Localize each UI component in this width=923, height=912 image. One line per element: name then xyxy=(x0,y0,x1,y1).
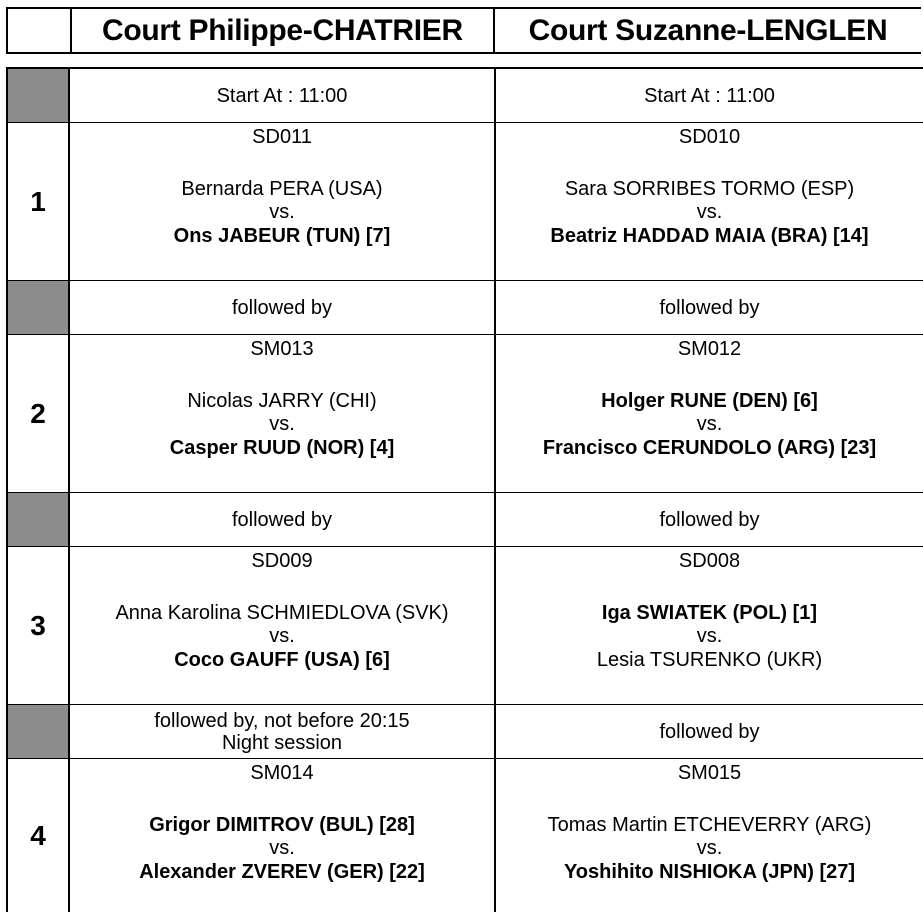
match-cell-lenglen xyxy=(496,123,923,280)
match-row-2 xyxy=(8,335,923,493)
header-corner xyxy=(8,9,72,52)
match-code: SD009 xyxy=(251,550,313,572)
player-two: Francisco CERUNDOLO (ARG) [23] xyxy=(542,437,877,459)
versus-label: vs. xyxy=(269,413,295,435)
player-one: Tomas Martin ETCHEVERRY (ARG) xyxy=(547,814,872,836)
followed-by-lenglen: followed by xyxy=(659,508,760,531)
versus-label: vs. xyxy=(696,837,723,859)
match-code: SD010 xyxy=(678,126,741,148)
order-of-play-grid xyxy=(6,67,923,912)
followed-by-row xyxy=(8,493,923,547)
player-one: Iga SWIATEK (POL) [1] xyxy=(601,602,818,624)
versus-label: vs. xyxy=(696,201,723,223)
versus-label: vs. xyxy=(696,413,723,435)
match-cell-chatrier xyxy=(70,335,496,492)
night-session-label: Night session xyxy=(221,731,343,754)
player-one: Bernarda PERA (USA) xyxy=(181,178,383,200)
versus-label: vs. xyxy=(269,625,295,647)
match-cell-lenglen xyxy=(496,547,923,704)
player-two: Yoshihito NISHIOKA (JPN) [27] xyxy=(563,861,856,883)
match-code: SD011 xyxy=(252,126,312,148)
match-code: SM012 xyxy=(677,338,742,360)
player-two: Alexander ZVEREV (GER) [22] xyxy=(139,861,425,883)
followed-by-chatrier: followed by xyxy=(70,493,496,546)
followed-by-night-row xyxy=(8,705,923,759)
player-one: Holger RUNE (DEN) [6] xyxy=(601,390,818,412)
match-cell-chatrier xyxy=(70,759,496,912)
followed-by-lenglen: followed by xyxy=(659,296,760,319)
player-two: Coco GAUFF (USA) [6] xyxy=(174,649,390,671)
match-row-1 xyxy=(8,123,923,281)
start-time-lenglen: Start At : 11:00 xyxy=(644,84,775,107)
match-order-number: 1 xyxy=(8,123,70,280)
player-two: Ons JABEUR (TUN) [7] xyxy=(173,225,391,247)
match-code: SM013 xyxy=(250,338,314,360)
row-marker xyxy=(8,705,70,758)
match-code: SM015 xyxy=(677,762,742,784)
versus-label: vs. xyxy=(696,625,723,647)
start-time-chatrier: Start At : 11:00 xyxy=(70,69,496,122)
versus-label: vs. xyxy=(269,837,295,859)
followed-by-lenglen: followed by xyxy=(659,720,760,743)
match-order-number: 3 xyxy=(8,547,70,704)
followed-by-chatrier xyxy=(70,705,496,758)
match-order-number: 4 xyxy=(8,759,70,912)
match-code: SM014 xyxy=(250,762,314,784)
start-time-row xyxy=(8,69,923,123)
court-header-chatrier: Court Philippe-CHATRIER xyxy=(72,9,495,52)
match-row-4 xyxy=(8,759,923,912)
followed-by-not-before: followed by, not before 20:15 xyxy=(154,709,410,732)
row-marker xyxy=(8,69,70,122)
player-two: Lesia TSURENKO (UKR) xyxy=(596,649,823,671)
match-cell-lenglen xyxy=(496,759,923,912)
match-code: SD008 xyxy=(678,550,741,572)
match-order-number: 2 xyxy=(8,335,70,492)
player-one: Nicolas JARRY (CHI) xyxy=(187,390,377,412)
court-header-row xyxy=(6,7,921,54)
followed-by-row xyxy=(8,281,923,335)
player-one: Sara SORRIBES TORMO (ESP) xyxy=(564,178,855,200)
versus-label: vs. xyxy=(269,201,295,223)
match-cell-chatrier xyxy=(70,123,496,280)
followed-by-chatrier: followed by xyxy=(70,281,496,334)
player-one: Grigor DIMITROV (BUL) [28] xyxy=(149,814,415,836)
player-one: Anna Karolina SCHMIEDLOVA (SVK) xyxy=(115,602,449,624)
match-cell-lenglen xyxy=(496,335,923,492)
row-marker xyxy=(8,493,70,546)
player-two: Beatriz HADDAD MAIA (BRA) [14] xyxy=(550,225,869,247)
match-cell-chatrier xyxy=(70,547,496,704)
player-two: Casper RUUD (NOR) [4] xyxy=(169,437,395,459)
match-row-3 xyxy=(8,547,923,705)
court-header-lenglen: Court Suzanne-LENGLEN xyxy=(528,14,888,47)
row-marker xyxy=(8,281,70,334)
